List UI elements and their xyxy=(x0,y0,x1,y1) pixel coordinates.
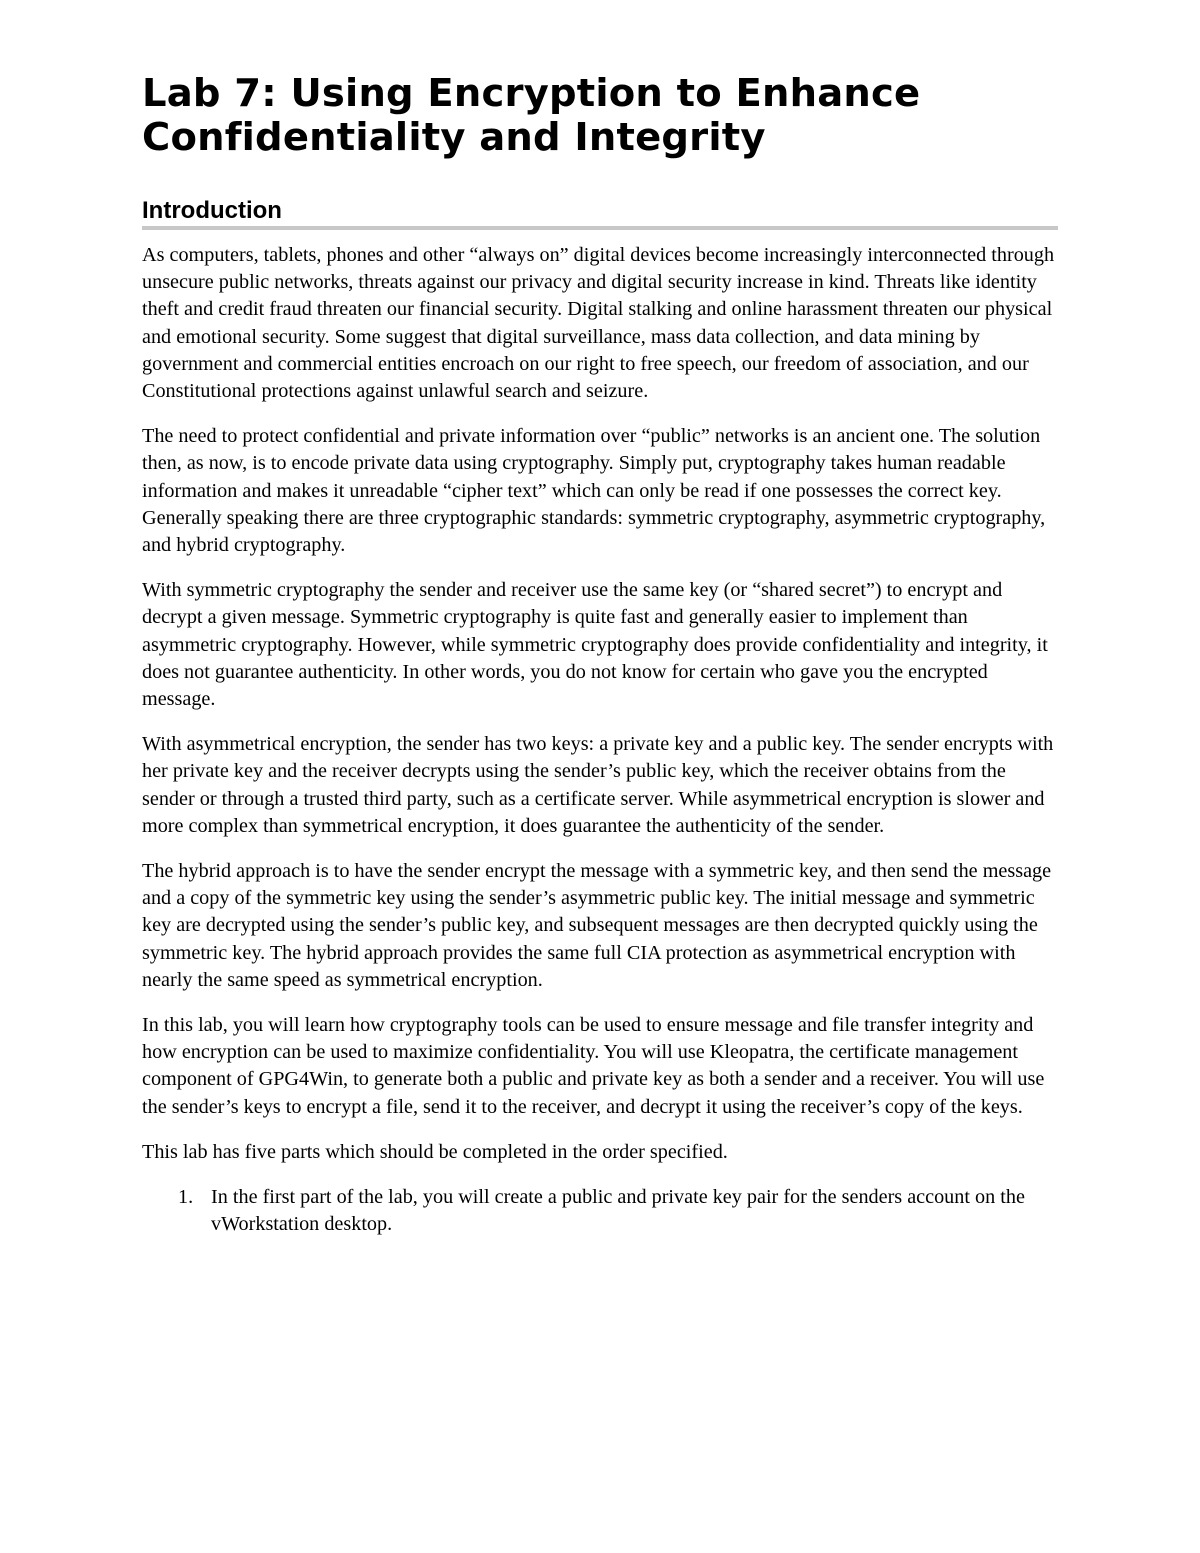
intro-paragraph-1: As computers, tablets, phones and other “always on” digital devices become increasingly interconnected through unsecure public networks, threats against our privacy and digital security increase in kind. Threats like identity theft and credit fraud threaten our financial security. Digital stalking and online harassment threaten our physical and emotional security. Some suggest that digital surveillance, mass data collection, and data mining by government and commercial entities encroach on our right to free speech, our freedom of association, and our Constitutional protections against unlawful search and seizure. xyxy=(142,244,1055,403)
list-item-text: In the first part of the lab, you will create a public and private key pair for the senders account on the vWorkstation desktop. xyxy=(211,1186,1025,1236)
intro-paragraph-6: In this lab, you will learn how cryptography tools can be used to ensure message and file transfer integrity and how encryption can be used to maximize confidentiality. You will use Kleopatra, the certificate management component of GPG4Win, to generate both a public and private key as both a sender and a receiver. You will use the sender’s keys to encrypt a file, send it to the receiver, and decrypt it using the receiver’s copy of the keys. xyxy=(142,1014,1045,1118)
intro-paragraph-5: The hybrid approach is to have the sender encrypt the message with a symmetric key, and then send the message and a copy of the symmetric key using the sender’s asymmetric public key. The initial message and symmetric key are decrypted using the sender’s public key, and subsequent messages are then decrypted quickly using the symmetric key. The hybrid approach provides the same full CIA protection as asymmetrical encryption with nearly the same speed as symmetrical encryption. xyxy=(142,860,1052,991)
intro-paragraph-4: With asymmetrical encryption, the sender has two keys: a private key and a public key. The sender encrypts with her private key and the receiver decrypts using the sender’s public key, which the receiver obtains from the sender or through a trusted third party, such as a certificate server. While asymmetrical encryption is slower and more complex than symmetrical encryption, it does guarantee the authenticity of the sender. xyxy=(142,733,1054,837)
lab-title-line-2: Confidentiality and Integrity xyxy=(142,115,766,160)
lab-title xyxy=(142,72,1058,160)
intro-paragraph-2: The need to protect confidential and private information over “public” networks is an ancient one. The solution then, as now, is to encode private data using cryptography. Simply put, cryptography takes human readable information and makes it unreadable “cipher text” which can only be read if one possesses the correct key. Generally speaking there are three cryptographic standards: symmetric cryptography, asymmetric cryptography, and hybrid cryptography. xyxy=(142,425,1046,557)
list-item xyxy=(142,1184,1058,1238)
list-item-number: 1. xyxy=(178,1186,194,1209)
document-content xyxy=(142,72,1058,1239)
intro-paragraph-3: With symmetric cryptography the sender and receiver use the same key (or “shared secret”) to encrypt and decrypt a given message. Symmetric cryptography is quite fast and generally easier to implement than asymmetric cryptography. However, while symmetric cryptography does provide confidentiality and integrity, it does not guarantee authenticity. In other words, you do not know for certain who gave you the encrypted message. xyxy=(142,579,1048,711)
lab-title-line-1: Lab 7: Using Encryption to Enhance xyxy=(142,71,921,116)
lab-parts-list xyxy=(142,1184,1058,1238)
introduction-heading: Introduction xyxy=(142,197,282,224)
intro-paragraph-7: This lab has five parts which should be completed in the order specified. xyxy=(142,1140,728,1163)
heading-underline-rule xyxy=(142,226,1058,230)
